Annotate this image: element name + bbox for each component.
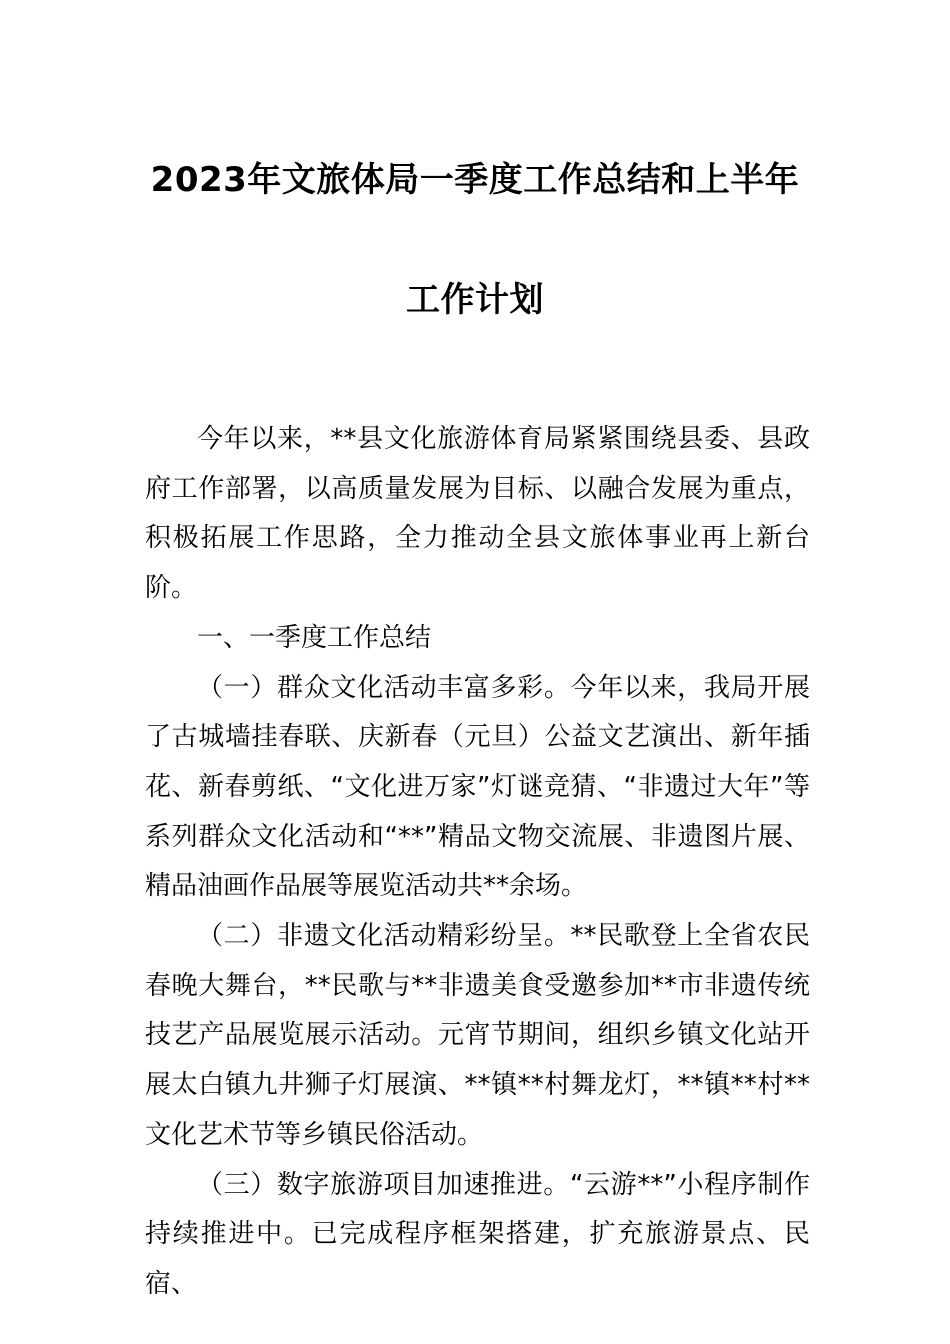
document-title-line-1: 2023年文旅体局一季度工作总结和上半年 (150, 160, 800, 200)
document-body (145, 415, 810, 1310)
paragraph-cultural-activities: （一）群众文化活动丰富多彩。今年以来，我局开展了古城墙挂春联、庆新春（元旦）公益文艺演出、新年插花、新春剪纸、“文化进万家”灯谜竞猜、“非遗过大年”等系列群众文化活动和“**”精品文物交流展、非遗图片展、精品油画作品展等展览活动共**余场。 (145, 672, 810, 902)
paragraph-digital-tourism: （三）数字旅游项目加速推进。“云游**”小程序制作持续推进中。已完成程序框架搭建，扩充旅游景点、民宿、 (145, 1169, 810, 1299)
intro-paragraph: 今年以来，**县文化旅游体育局紧紧围绕县委、县政府工作部署，以高质量发展为目标、以融合发展为重点，积极拓展工作思路，全力推动全县文旅体事业再上新台阶。 (145, 424, 810, 604)
paragraph-intangible-heritage: （二）非遗文化活动精彩纷呈。**民歌登上全省农民春晚大舞台，**民歌与**非遗美食受邀参加**市非遗传统技艺产品展览展示活动。元宵节期间，组织乡镇文化站开展太白镇九井狮子灯展演、**镇**村舞龙灯，**镇**村**文化艺术节等乡镇民俗活动。 (145, 921, 810, 1150)
document-title-line-2: 工作计划 (406, 280, 544, 320)
section-heading: 一、一季度工作总结 (197, 622, 432, 653)
